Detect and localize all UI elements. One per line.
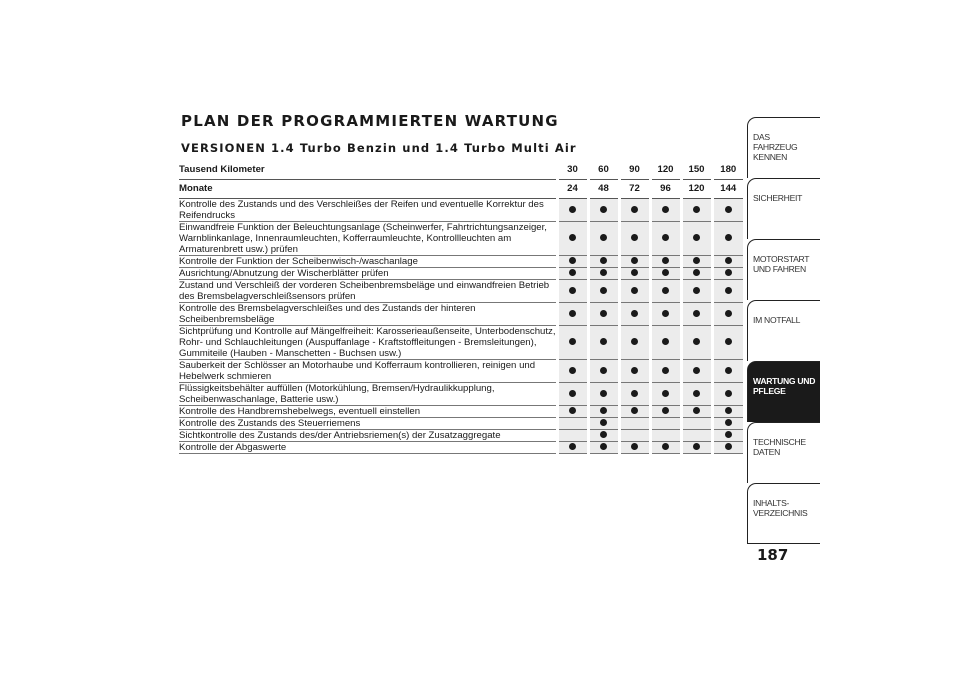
months-value: 48: [588, 179, 619, 198]
check-cell: [557, 429, 588, 441]
table-row: [179, 382, 743, 405]
bullet-icon: [693, 338, 700, 345]
page-title: PLAN DER PROGRAMMIERTEN WARTUNG: [181, 112, 559, 130]
check-cell: [650, 441, 681, 453]
check-cell: [557, 325, 588, 359]
bullet-icon: [569, 390, 576, 397]
bullet-icon: [693, 287, 700, 294]
check-cell: [712, 441, 743, 453]
bullet-icon: [631, 234, 638, 241]
section-title: VERSIONEN 1.4 Turbo Benzin und 1.4 Turbo Multi Air: [181, 141, 577, 155]
task-description: Sichtprüfung und Kontrolle auf Mängelfreiheit: Karosserieaußenseite, Unterbodenschutz, Rohr- und Schlauchleitungen (Auspuffanlage - Kraftstoffleitungen - Bremsleitungen), Gummiteile (Hauben - Manschetten - Buchsen usw.): [179, 325, 556, 359]
bullet-icon: [725, 407, 732, 414]
bullet-icon: [600, 257, 607, 264]
km-value: 60: [588, 160, 619, 179]
sidebar-tab[interactable]: TECHNISCHE DATEN: [747, 422, 820, 483]
check-cell: [619, 359, 650, 382]
bullet-icon: [569, 367, 576, 374]
check-cell: [588, 302, 619, 325]
bullet-icon: [693, 234, 700, 241]
bullet-icon: [600, 419, 607, 426]
bullet-icon: [725, 367, 732, 374]
bullet-icon: [600, 390, 607, 397]
check-cell: [557, 359, 588, 382]
bullet-icon: [662, 206, 669, 213]
bullet-icon: [725, 310, 732, 317]
table-row: [179, 279, 743, 302]
check-cell: [681, 382, 712, 405]
sidebar-tab[interactable]: IM NOTFALL: [747, 300, 820, 361]
task-description: Kontrolle des Bremsbelagverschleißes und des Zustands der hinteren Scheibenbremsbeläge: [179, 302, 557, 325]
check-cell: [650, 417, 681, 429]
check-cell: [619, 221, 650, 255]
check-cell: [588, 267, 619, 279]
bullet-icon: [569, 269, 576, 276]
check-cell: [588, 279, 619, 302]
check-cell: [712, 221, 743, 255]
months-value: 72: [619, 179, 650, 198]
bullet-icon: [662, 443, 669, 450]
sidebar-tab[interactable]: DAS FAHRZEUG KENNEN: [747, 117, 820, 178]
check-cell: [619, 417, 650, 429]
check-cell: [650, 429, 681, 441]
check-cell: [712, 382, 743, 405]
task-description: Kontrolle des Handbremshebelwegs, eventuell einstellen: [179, 405, 557, 417]
bullet-icon: [693, 310, 700, 317]
bullet-icon: [569, 257, 576, 264]
task-description: Einwandfreie Funktion der Beleuchtungsanlage (Scheinwerfer, Fahrtrichtungsanzeiger, Warnblinkanlage, Innenraumleuchten, Kofferraumleuchte, Kontrollleuchten am Armaturenbrett usw.) prüfen: [179, 221, 557, 255]
bullet-icon: [600, 431, 607, 438]
check-cell: [588, 221, 619, 255]
bullet-icon: [569, 234, 576, 241]
check-cell: [712, 429, 743, 441]
check-cell: [681, 255, 712, 267]
maintenance-table: [179, 160, 743, 454]
table-row: [179, 429, 743, 441]
bullet-icon: [631, 206, 638, 213]
bullet-icon: [600, 234, 607, 241]
check-cell: [588, 441, 619, 453]
check-cell: [650, 255, 681, 267]
check-cell: [681, 302, 712, 325]
bullet-icon: [725, 390, 732, 397]
page-number: 187: [757, 546, 789, 564]
sidebar-tab[interactable]: INHALTS-VERZEICHNIS: [747, 483, 820, 544]
check-cell: [557, 417, 588, 429]
months-header-row: [179, 179, 743, 198]
sidebar-tab[interactable]: MOTORSTART UND FAHREN: [747, 239, 820, 300]
bullet-icon: [569, 338, 576, 345]
bullet-icon: [631, 390, 638, 397]
months-value: 24: [557, 179, 588, 198]
bullet-icon: [631, 287, 638, 294]
bullet-icon: [631, 269, 638, 276]
check-cell: [557, 405, 588, 417]
km-value: 30: [557, 160, 588, 179]
bullet-icon: [600, 338, 607, 345]
check-cell: [712, 417, 743, 429]
check-cell: [557, 267, 588, 279]
check-cell: [588, 405, 619, 417]
bullet-icon: [662, 310, 669, 317]
check-cell: [650, 325, 681, 359]
bullet-icon: [600, 287, 607, 294]
table-row: [179, 302, 743, 325]
check-cell: [650, 359, 681, 382]
check-cell: [712, 279, 743, 302]
check-cell: [681, 221, 712, 255]
bullet-icon: [662, 287, 669, 294]
bullet-icon: [693, 390, 700, 397]
check-cell: [619, 325, 650, 359]
check-cell: [712, 359, 743, 382]
bullet-icon: [569, 310, 576, 317]
task-description: Kontrolle der Funktion der Scheibenwisch-/waschanlage: [179, 255, 557, 267]
check-cell: [557, 198, 588, 221]
table-row: [179, 198, 743, 221]
check-cell: [712, 405, 743, 417]
table-row: [179, 255, 743, 267]
check-cell: [588, 382, 619, 405]
bullet-icon: [725, 206, 732, 213]
check-cell: [681, 417, 712, 429]
check-cell: [681, 359, 712, 382]
check-cell: [650, 302, 681, 325]
bullet-icon: [569, 206, 576, 213]
bullet-icon: [600, 443, 607, 450]
check-cell: [650, 405, 681, 417]
check-cell: [588, 255, 619, 267]
bullet-icon: [662, 257, 669, 264]
bullet-icon: [600, 269, 607, 276]
km-label: Tausend Kilometer: [179, 160, 557, 179]
months-value: 144: [712, 179, 743, 198]
check-cell: [557, 441, 588, 453]
table-body: [179, 198, 743, 453]
bullet-icon: [631, 310, 638, 317]
bullet-icon: [600, 206, 607, 213]
bullet-icon: [725, 419, 732, 426]
bullet-icon: [631, 338, 638, 345]
bullet-icon: [569, 287, 576, 294]
months-value: 120: [681, 179, 712, 198]
check-cell: [619, 267, 650, 279]
sidebar-tab[interactable]: WARTUNG UND PFLEGE: [747, 361, 820, 422]
bullet-icon: [693, 367, 700, 374]
months-value: 96: [650, 179, 681, 198]
bullet-icon: [693, 269, 700, 276]
table-row: [179, 417, 743, 429]
bullet-icon: [693, 206, 700, 213]
task-description: Sauberkeit der Schlösser an Motorhaube und Kofferraum kontrollieren, reinigen und Hebelwerk schmieren: [179, 359, 557, 382]
check-cell: [650, 382, 681, 405]
check-cell: [588, 429, 619, 441]
km-value: 120: [650, 160, 681, 179]
task-description: Kontrolle des Zustands und des Verschleißes der Reifen und eventuelle Korrektur des Reifendrucks: [179, 198, 557, 221]
table-row: [179, 441, 743, 453]
km-value: 150: [681, 160, 712, 179]
bullet-icon: [725, 431, 732, 438]
bullet-icon: [569, 407, 576, 414]
months-label: Monate: [179, 179, 557, 198]
km-header-row: [179, 160, 743, 179]
bullet-icon: [693, 443, 700, 450]
km-value: 90: [619, 160, 650, 179]
table-row: [179, 221, 743, 255]
bullet-icon: [725, 338, 732, 345]
bullet-icon: [693, 257, 700, 264]
bullet-icon: [631, 257, 638, 264]
check-cell: [681, 325, 712, 359]
table-row: [179, 325, 743, 359]
task-description: Flüssigkeitsbehälter auffüllen (Motorkühlung, Bremsen/Hydraulikkupplung, Scheibenwaschanlage, Batterie usw.): [179, 382, 557, 405]
check-cell: [712, 302, 743, 325]
check-cell: [681, 405, 712, 417]
chapter-sidebar: [747, 117, 820, 544]
check-cell: [557, 255, 588, 267]
table-row: [179, 359, 743, 382]
bullet-icon: [725, 287, 732, 294]
check-cell: [650, 198, 681, 221]
check-cell: [619, 441, 650, 453]
check-cell: [619, 279, 650, 302]
bullet-icon: [725, 234, 732, 241]
bullet-icon: [725, 443, 732, 450]
check-cell: [650, 279, 681, 302]
check-cell: [557, 279, 588, 302]
check-cell: [619, 198, 650, 221]
check-cell: [619, 382, 650, 405]
check-cell: [588, 417, 619, 429]
check-cell: [619, 429, 650, 441]
check-cell: [650, 267, 681, 279]
check-cell: [557, 302, 588, 325]
check-cell: [557, 382, 588, 405]
bullet-icon: [631, 367, 638, 374]
table-row: [179, 267, 743, 279]
check-cell: [681, 429, 712, 441]
task-description: Sichtkontrolle des Zustands des/der Antriebsriemen(s) der Zusatzaggregate: [179, 429, 557, 441]
bullet-icon: [662, 338, 669, 345]
bullet-icon: [600, 407, 607, 414]
check-cell: [588, 198, 619, 221]
bullet-icon: [631, 443, 638, 450]
km-value: 180: [712, 160, 743, 179]
task-description: Ausrichtung/Abnutzung der Wischerblätter prüfen: [179, 267, 557, 279]
bullet-icon: [631, 407, 638, 414]
bullet-icon: [600, 367, 607, 374]
check-cell: [619, 405, 650, 417]
bullet-icon: [662, 234, 669, 241]
bullet-icon: [725, 269, 732, 276]
task-description: Kontrolle des Zustands des Steuerriemens: [179, 417, 557, 429]
task-description: Kontrolle der Abgaswerte: [179, 441, 557, 453]
check-cell: [557, 221, 588, 255]
check-cell: [588, 325, 619, 359]
task-description: Zustand und Verschleiß der vorderen Scheibenbremsbeläge und einwandfreien Betrieb des Bremsbelagverschleißsensors prüfen: [179, 279, 557, 302]
check-cell: [681, 267, 712, 279]
check-cell: [681, 279, 712, 302]
bullet-icon: [725, 257, 732, 264]
bullet-icon: [569, 443, 576, 450]
check-cell: [712, 267, 743, 279]
check-cell: [681, 198, 712, 221]
bullet-icon: [600, 310, 607, 317]
check-cell: [712, 198, 743, 221]
check-cell: [681, 441, 712, 453]
bullet-icon: [693, 407, 700, 414]
check-cell: [650, 221, 681, 255]
bullet-icon: [662, 367, 669, 374]
bullet-icon: [662, 390, 669, 397]
bullet-icon: [662, 269, 669, 276]
check-cell: [588, 359, 619, 382]
check-cell: [619, 302, 650, 325]
table-row: [179, 405, 743, 417]
check-cell: [712, 325, 743, 359]
bullet-icon: [662, 407, 669, 414]
check-cell: [619, 255, 650, 267]
sidebar-tab[interactable]: SICHERHEIT: [747, 178, 820, 239]
check-cell: [712, 255, 743, 267]
